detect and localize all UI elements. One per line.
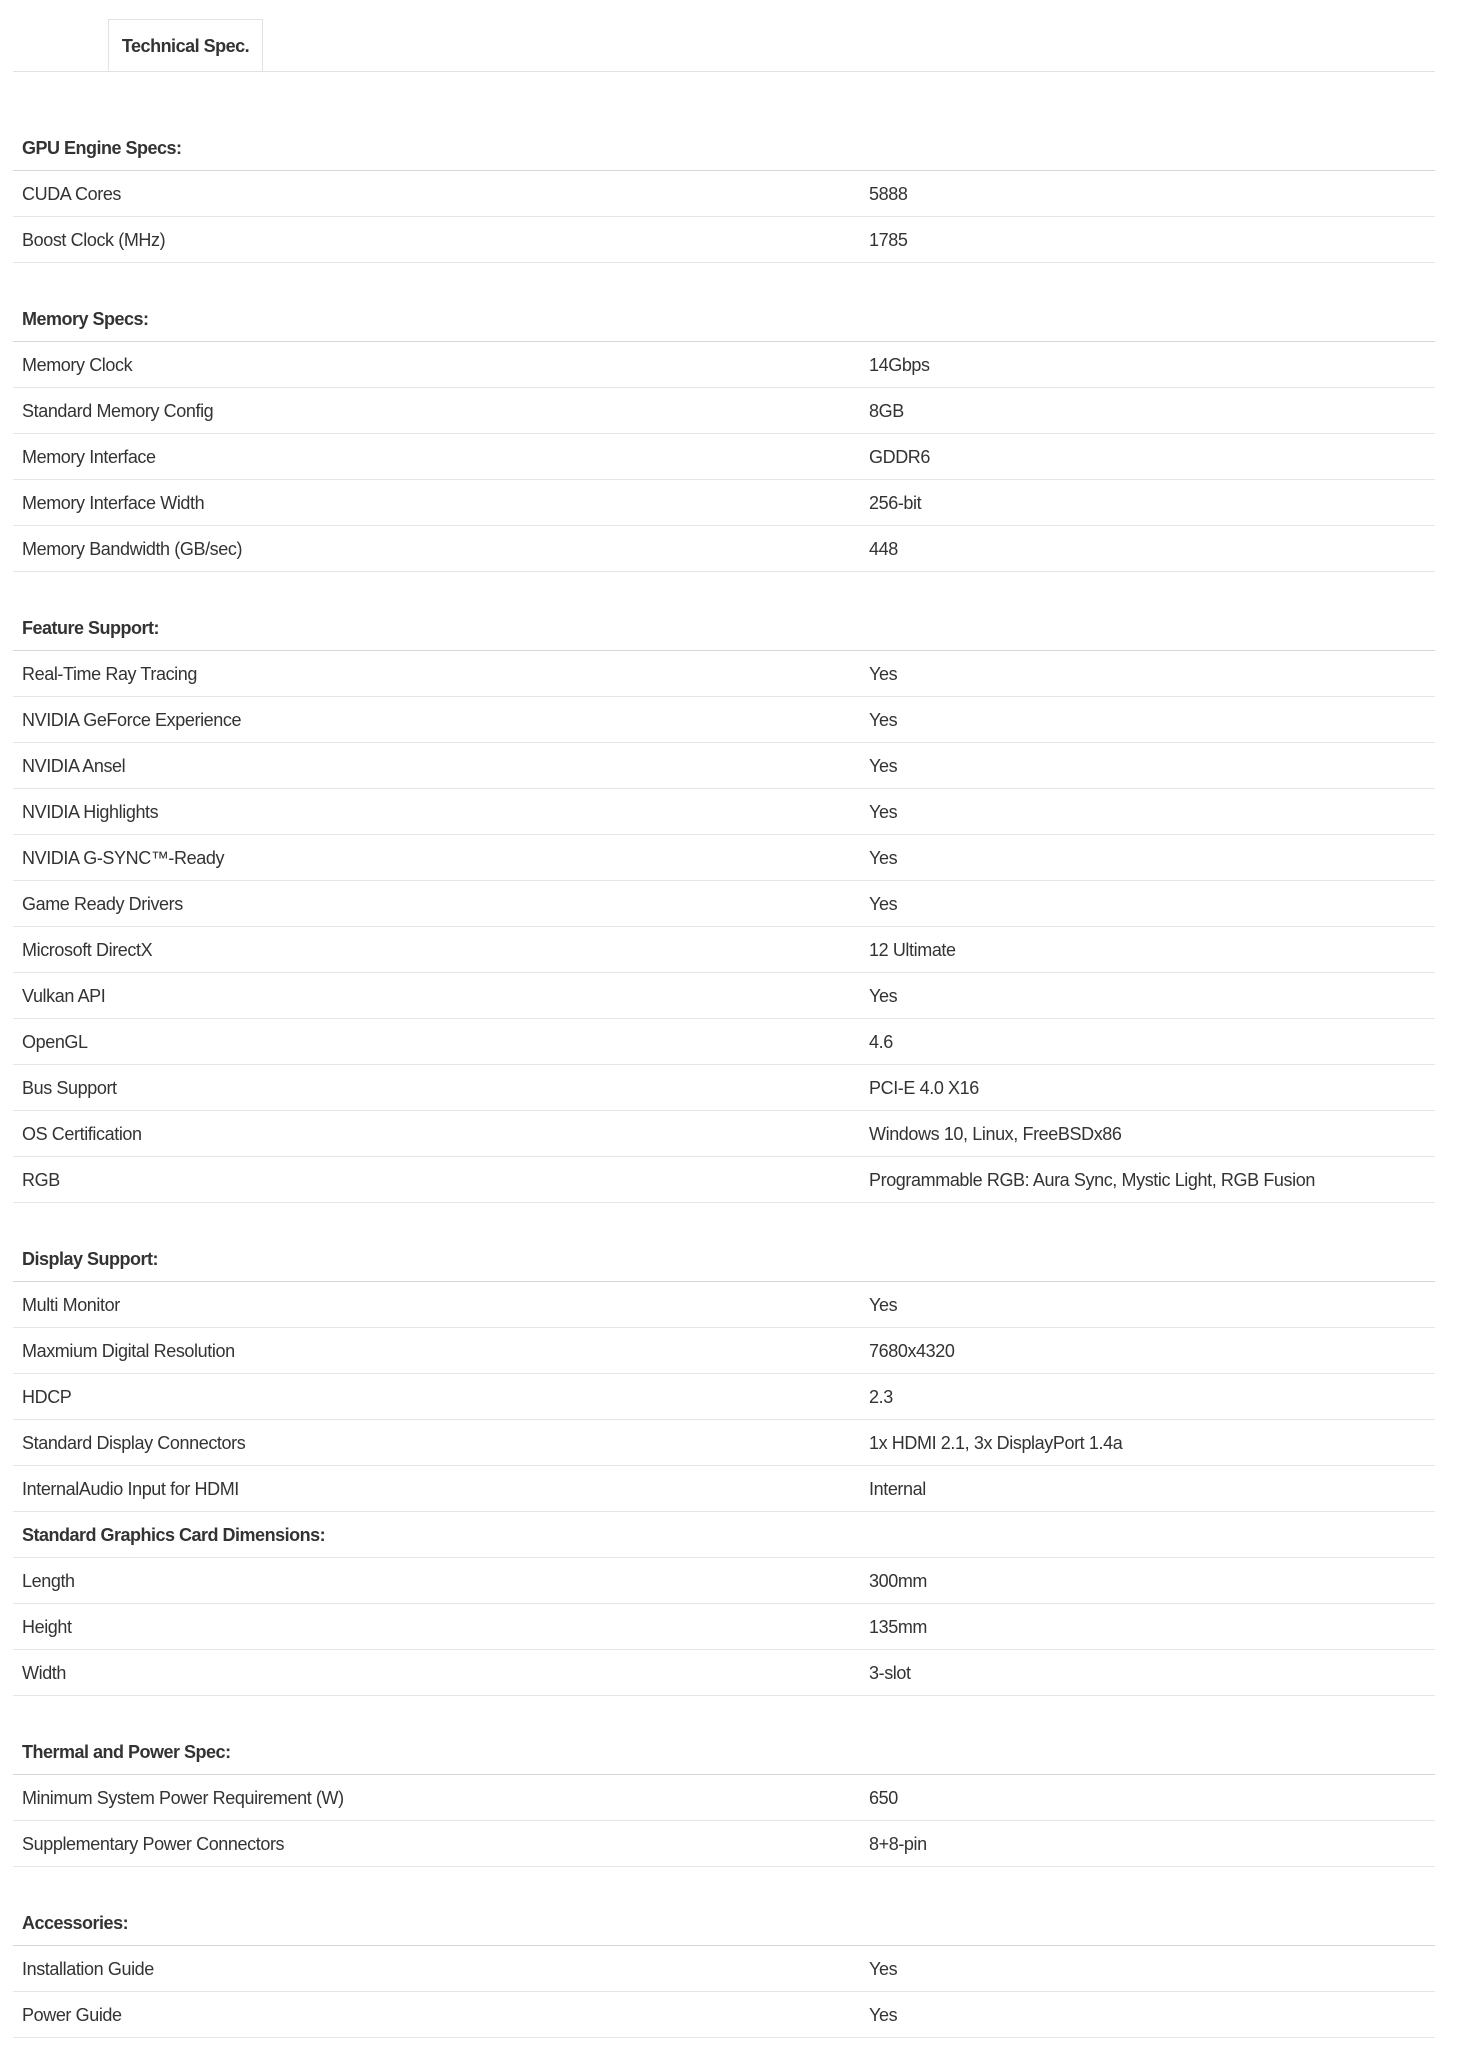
spec-label: Standard Display Connectors	[22, 1433, 246, 1453]
spec-label: Vulkan API	[22, 986, 106, 1006]
spec-label: CUDA Cores	[22, 184, 122, 204]
spec-value: Yes	[869, 986, 898, 1006]
spec-value: 256-bit	[869, 493, 922, 513]
spec-value: 300mm	[869, 1571, 928, 1591]
spec-value: Internal	[869, 1479, 926, 1499]
spec-value: 8GB	[869, 401, 904, 421]
spec-label: Boost Clock (MHz)	[22, 230, 166, 250]
spec-label: NVIDIA G-SYNC™-Ready	[22, 848, 225, 868]
spec-row	[13, 1992, 1435, 2038]
spec-value: Yes	[869, 2005, 898, 2025]
spec-row	[13, 217, 1435, 263]
tab-technical-spec[interactable]: Technical Spec.	[108, 19, 263, 71]
section-title: Memory Specs:	[22, 309, 149, 329]
spec-value: Yes	[869, 756, 898, 776]
section-header	[13, 296, 1435, 342]
spec-row	[13, 927, 1435, 973]
spec-label: Length	[22, 1571, 75, 1591]
spec-value: Windows 10, Linux, FreeBSDx86	[869, 1124, 1122, 1144]
spec-value: Yes	[869, 848, 898, 868]
spec-value: PCI-E 4.0 X16	[869, 1078, 979, 1098]
spec-row	[13, 171, 1435, 217]
spec-row	[13, 1946, 1435, 1992]
spec-label: Height	[22, 1617, 72, 1637]
spec-row	[13, 1466, 1435, 1512]
spec-label: OpenGL	[22, 1032, 88, 1052]
tab-bar	[13, 19, 1435, 72]
spec-row	[13, 1065, 1435, 1111]
section-title: Thermal and Power Spec:	[22, 1742, 231, 1762]
spec-value: Yes	[869, 1295, 898, 1315]
spec-row	[13, 1019, 1435, 1065]
section-header	[13, 1900, 1435, 1946]
spec-label: NVIDIA Highlights	[22, 802, 159, 822]
spec-value: 1785	[869, 230, 908, 250]
spec-value: 135mm	[869, 1617, 928, 1637]
spec-label: HDCP	[22, 1387, 72, 1407]
spec-value: 12 Ultimate	[869, 940, 956, 960]
spec-value: 8+8-pin	[869, 1834, 927, 1854]
spec-label: InternalAudio Input for HDMI	[22, 1479, 239, 1499]
spec-value: 650	[869, 1788, 898, 1808]
spec-label: Memory Bandwidth (GB/sec)	[22, 539, 243, 559]
section-title: GPU Engine Specs:	[22, 138, 182, 158]
spec-label: Bus Support	[22, 1078, 117, 1098]
spec-label: Width	[22, 1663, 67, 1683]
spec-label: Memory Interface	[22, 447, 156, 467]
spec-label: Multi Monitor	[22, 1295, 120, 1315]
spec-row	[13, 1650, 1435, 1696]
spec-label: Maxmium Digital Resolution	[22, 1341, 235, 1361]
spec-value: 2.3	[869, 1387, 893, 1407]
spec-label: NVIDIA GeForce Experience	[22, 710, 242, 730]
spec-row	[13, 480, 1435, 526]
spec-row	[13, 1420, 1435, 1466]
spec-label: NVIDIA Ansel	[22, 756, 126, 776]
section-header	[13, 125, 1435, 171]
spec-row	[13, 1558, 1435, 1604]
spec-label: Memory Interface Width	[22, 493, 205, 513]
section-title: Feature Support:	[22, 618, 160, 638]
spec-label: Microsoft DirectX	[22, 940, 153, 960]
spec-label: RGB	[22, 1170, 60, 1190]
section-header	[13, 1236, 1435, 1282]
spec-row	[13, 1328, 1435, 1374]
spec-row	[13, 743, 1435, 789]
spec-value: Yes	[869, 894, 898, 914]
spec-label: Power Guide	[22, 2005, 122, 2025]
spec-value: GDDR6	[869, 447, 931, 467]
spec-label: Memory Clock	[22, 355, 133, 375]
spec-row	[13, 1775, 1435, 1821]
spec-label: Supplementary Power Connectors	[22, 1834, 285, 1854]
spec-value: 3-slot	[869, 1663, 911, 1683]
spec-value: 1x HDMI 2.1, 3x DisplayPort 1.4a	[869, 1433, 1123, 1453]
spec-label: Game Ready Drivers	[22, 894, 183, 914]
spec-row	[13, 651, 1435, 697]
spec-row	[13, 388, 1435, 434]
spec-row	[13, 1111, 1435, 1157]
spec-value: 4.6	[869, 1032, 893, 1052]
spec-row	[13, 1374, 1435, 1420]
spec-row	[13, 973, 1435, 1019]
spec-value: Yes	[869, 710, 898, 730]
spec-value: Yes	[869, 664, 898, 684]
spec-table	[13, 125, 1435, 2038]
spec-value: 5888	[869, 184, 908, 204]
spec-row	[13, 1282, 1435, 1328]
spec-label: Minimum System Power Requirement (W)	[22, 1788, 344, 1808]
section-title: Standard Graphics Card Dimensions:	[22, 1525, 326, 1545]
spec-row	[13, 789, 1435, 835]
spec-label: Real-Time Ray Tracing	[22, 664, 197, 684]
spec-label: Installation Guide	[22, 1959, 154, 1979]
spec-row	[13, 881, 1435, 927]
section-title: Accessories:	[22, 1913, 129, 1933]
spec-value: 14Gbps	[869, 355, 930, 375]
spec-value: 448	[869, 539, 898, 559]
section-header	[13, 605, 1435, 651]
section-title: Display Support:	[22, 1249, 159, 1269]
spec-row	[13, 697, 1435, 743]
spec-value: Programmable RGB: Aura Sync, Mystic Light, RGB Fusion	[869, 1170, 1315, 1190]
spec-row	[13, 835, 1435, 881]
spec-row	[13, 342, 1435, 388]
section-header	[13, 1729, 1435, 1775]
spec-row	[13, 1821, 1435, 1867]
spec-label: OS Certification	[22, 1124, 142, 1144]
spec-row	[13, 1604, 1435, 1650]
spec-value: Yes	[869, 1959, 898, 1979]
spec-value: 7680x4320	[869, 1341, 955, 1361]
spec-row	[13, 526, 1435, 572]
section-header	[13, 1512, 1435, 1558]
spec-row	[13, 1157, 1435, 1203]
spec-row	[13, 434, 1435, 480]
spec-value: Yes	[869, 802, 898, 822]
spec-label: Standard Memory Config	[22, 401, 214, 421]
